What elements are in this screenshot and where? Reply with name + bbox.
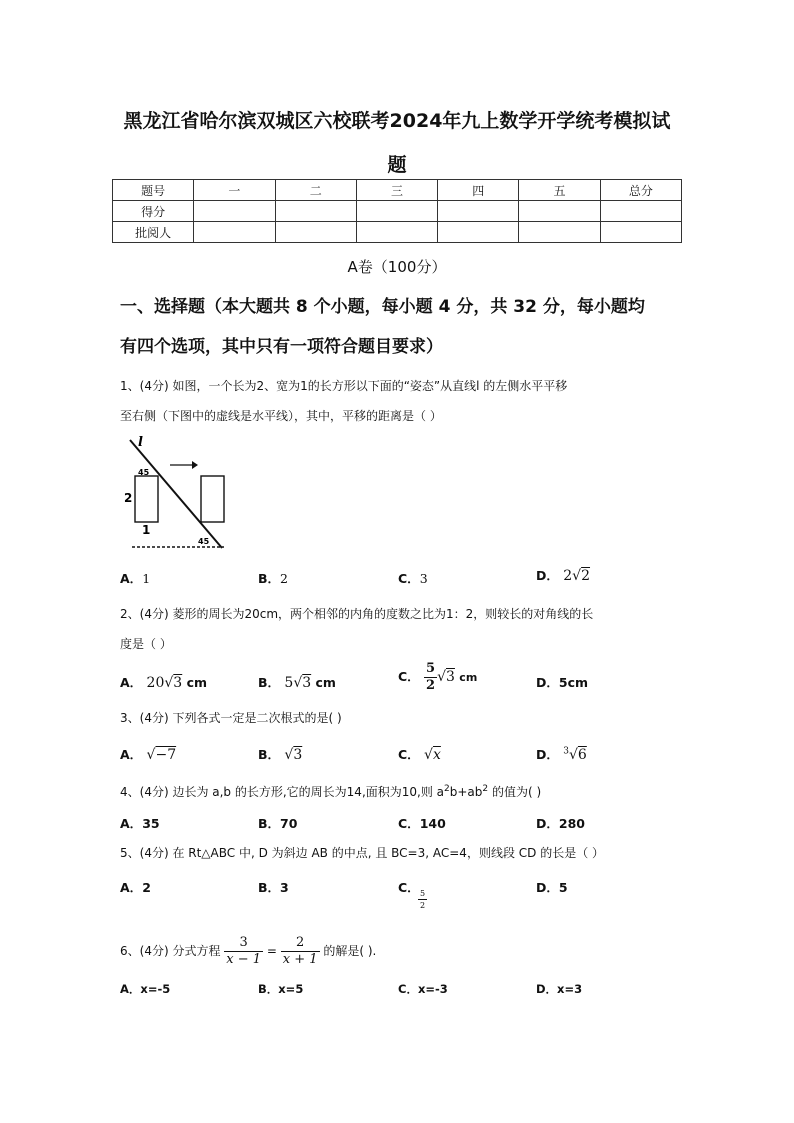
option-label: C． [398, 816, 420, 831]
question-2-option-d[interactable] [536, 673, 588, 691]
fraction-denominator: x + 1 [282, 952, 318, 967]
option-label: A． [120, 816, 143, 831]
equals-sign: = [266, 944, 277, 958]
question-4-option-a[interactable] [120, 814, 160, 832]
stem-text: 6、(4分) 分式方程 [120, 944, 221, 958]
option-label: B． [258, 816, 281, 831]
option-coefficient: 5 [284, 675, 294, 691]
option-unit: cm [186, 675, 208, 690]
fraction-denominator: 2 [420, 901, 426, 910]
option-radicand: −7 [155, 747, 177, 763]
option-label: B． [258, 675, 281, 690]
option-text: 140 [419, 816, 446, 831]
option-label: D． [536, 880, 559, 895]
score-table-cell: 批阅人 [113, 222, 194, 243]
score-table-cell: 三 [356, 180, 437, 201]
question-6-option-d[interactable] [536, 981, 582, 997]
score-table-cell: 一 [194, 180, 275, 201]
option-radicand: 3 [173, 675, 183, 691]
option-text: 5 [558, 880, 568, 895]
question-3-stem: 3、(4分) 下列各式一定是二次根式的是( ) [120, 711, 342, 725]
score-table-cell: 四 [438, 180, 519, 201]
rectangle-left [135, 476, 158, 522]
fraction-numerator: 5 [426, 661, 436, 676]
option-text: 35 [142, 816, 160, 831]
question-1-option-d[interactable]: D． 2√2 [536, 568, 591, 584]
option-label: C． [398, 880, 420, 895]
arrow-head [192, 461, 198, 469]
question-1-stem-line2: 至右侧（下图中的虚线是水平线），其中，平移的距离是（ ） [120, 409, 442, 423]
score-table-cell: 得分 [113, 201, 194, 222]
option-text: x=3 [557, 982, 583, 996]
equation-lhs-fraction [224, 935, 263, 968]
option-radicand: 2 [581, 568, 591, 584]
option-label: B． [258, 880, 281, 895]
option-text: x=-5 [140, 982, 171, 996]
question-1-figure [120, 432, 230, 552]
question-5-option-c-fraction [418, 888, 427, 911]
option-text: 2 [142, 880, 151, 895]
score-table-cell [438, 222, 519, 243]
option-label: C． [398, 571, 420, 586]
volume-heading: A卷（100分） [347, 258, 447, 276]
score-table-cell [275, 222, 356, 243]
score-table-cell [356, 222, 437, 243]
option-label: A． [120, 571, 143, 586]
question-6-option-c[interactable] [398, 981, 448, 997]
option-text: 3 [419, 571, 428, 586]
exponent: 2 [444, 784, 450, 794]
question-4-option-c[interactable] [398, 814, 446, 832]
question-5-option-b[interactable] [258, 878, 289, 896]
score-table-cell [600, 201, 681, 222]
stem-text: b+ab [449, 785, 483, 799]
option-label: B． [258, 571, 281, 586]
line-l-label: l [138, 435, 143, 450]
question-3-option-a[interactable]: A． √−7 [120, 747, 177, 763]
option-label: A． [120, 675, 143, 690]
option-label: D． [536, 982, 558, 996]
exponent: 2 [482, 784, 489, 794]
question-5-option-a[interactable] [120, 878, 151, 896]
question-3-option-b[interactable]: B． √3 [258, 747, 303, 763]
side-1-label: 1 [142, 523, 151, 537]
option-label: C． [398, 982, 418, 996]
question-2-option-b[interactable]: B． 5√3 cm [258, 675, 336, 691]
option-label: D． [536, 816, 559, 831]
question-6-stem [120, 931, 680, 971]
score-table-cell: 总分 [600, 180, 681, 201]
option-label: D． [536, 568, 559, 583]
page-title-line1: 黑龙江省哈尔滨双城区六校联考2024年九上数学开学统考模拟试 [123, 110, 671, 132]
stem-text: 4、(4分) 边长为 a,b 的长方形,它的周长为14,面积为10,则 a [120, 785, 445, 799]
question-4-stem [120, 776, 680, 805]
option-label: A． [120, 747, 143, 762]
section-heading-line1: 一、选择题（本大题共 8 个小题，每小题 4 分，共 32 分，每小题均 [120, 297, 645, 317]
page-title-line2: 题 [387, 154, 407, 176]
question-1-option-b[interactable] [258, 569, 288, 587]
option-text: 2 [280, 571, 288, 586]
score-table-cell [194, 222, 275, 243]
option-text: 1 [142, 571, 151, 586]
score-table-cell: 二 [275, 180, 356, 201]
option-label: B． [258, 747, 281, 762]
question-1-stem-line1: 1、(4分) 如图，一个长为2、宽为1的长方形以下面的“姿态”从直线l 的左侧水平平移 [120, 379, 568, 393]
option-label: D． [536, 747, 559, 762]
option-label: B． [258, 982, 279, 996]
score-table-cell [194, 201, 275, 222]
option-radicand: 3 [293, 747, 303, 763]
stem-text: 的值为( ) [488, 785, 542, 799]
fraction-numerator: 2 [281, 935, 320, 952]
stem-text: 的解是( ). [323, 944, 377, 958]
score-table-cell [438, 201, 519, 222]
score-table-row [113, 222, 682, 243]
option-label: C． [398, 669, 420, 684]
question-4-option-d[interactable] [536, 814, 585, 832]
question-2-option-a[interactable]: A． 20√3 cm [120, 675, 208, 691]
option-label: C． [398, 747, 420, 762]
angle-bottom-label: 45 [198, 537, 210, 546]
option-coefficient: 20 [146, 675, 165, 691]
score-table-cell [275, 201, 356, 222]
question-6-option-b[interactable] [258, 981, 303, 997]
section-heading-line2: 有四个选项，其中只有一项符合题目要求） [120, 337, 443, 357]
rectangle-right [201, 476, 224, 522]
option-text: x=5 [278, 982, 304, 996]
option-text: 5cm [558, 675, 589, 690]
question-1-option-a[interactable] [120, 569, 150, 587]
score-table-row [113, 201, 682, 222]
score-table-cell: 题号 [113, 180, 194, 201]
question-3-option-c[interactable]: C． √x [398, 747, 441, 763]
score-table-cell [356, 201, 437, 222]
side-2-label: 2 [124, 491, 133, 505]
question-2-option-c[interactable]: C． $\frac{5}{2}$ √3 cm [398, 661, 478, 693]
question-5-option-c[interactable] [398, 878, 420, 896]
question-1-option-c[interactable] [398, 569, 428, 587]
option-fraction [424, 661, 437, 694]
question-3-option-d[interactable]: D． $^3$√6 [536, 746, 587, 763]
angle-top-label: 45 [138, 468, 150, 477]
score-table [112, 179, 682, 243]
option-text: 3 [280, 880, 289, 895]
score-table-cell: 五 [519, 180, 600, 201]
fraction-numerator: 5 [420, 889, 426, 898]
option-unit: cm [459, 671, 478, 684]
option-unit: cm [315, 675, 336, 690]
score-table-cell [600, 222, 681, 243]
question-5-stem: 5、(4分) 在 Rt△ABC 中, D 为斜边 AB 的中点, 且 BC=3, AC=4，则线段 CD 的长是（ ） [120, 846, 605, 860]
option-coefficient: 2 [563, 568, 573, 584]
option-label: A． [120, 880, 143, 895]
question-2-stem-line1: 2、(4分) 菱形的周长为20cm，两个相邻的内角的度数之比为1：2，则较长的对角线的长 [120, 607, 594, 621]
equation-rhs-fraction [281, 935, 320, 968]
question-2-stem-line2: 度是（ ） [120, 637, 172, 651]
option-radicand: 3 [446, 669, 455, 685]
option-radicand: x [432, 747, 441, 763]
score-table-cell [519, 201, 600, 222]
option-radicand: 6 [577, 747, 587, 763]
question-4-option-b[interactable] [258, 814, 297, 832]
option-text: 280 [558, 816, 585, 831]
question-6-option-a[interactable] [120, 981, 170, 997]
option-text: x=-3 [417, 982, 448, 996]
option-label: D． [536, 675, 559, 690]
score-table-cell [519, 222, 600, 243]
option-radicand: 3 [302, 675, 312, 691]
score-table-header-row [113, 180, 682, 201]
root-index: 3 [563, 746, 569, 757]
option-text: 70 [280, 816, 298, 831]
fraction-denominator: x − 1 [226, 952, 262, 967]
question-5-option-d[interactable] [536, 878, 568, 896]
fraction-denominator: 2 [426, 678, 436, 693]
fraction-numerator: 3 [224, 935, 263, 952]
option-label: A． [120, 982, 141, 996]
